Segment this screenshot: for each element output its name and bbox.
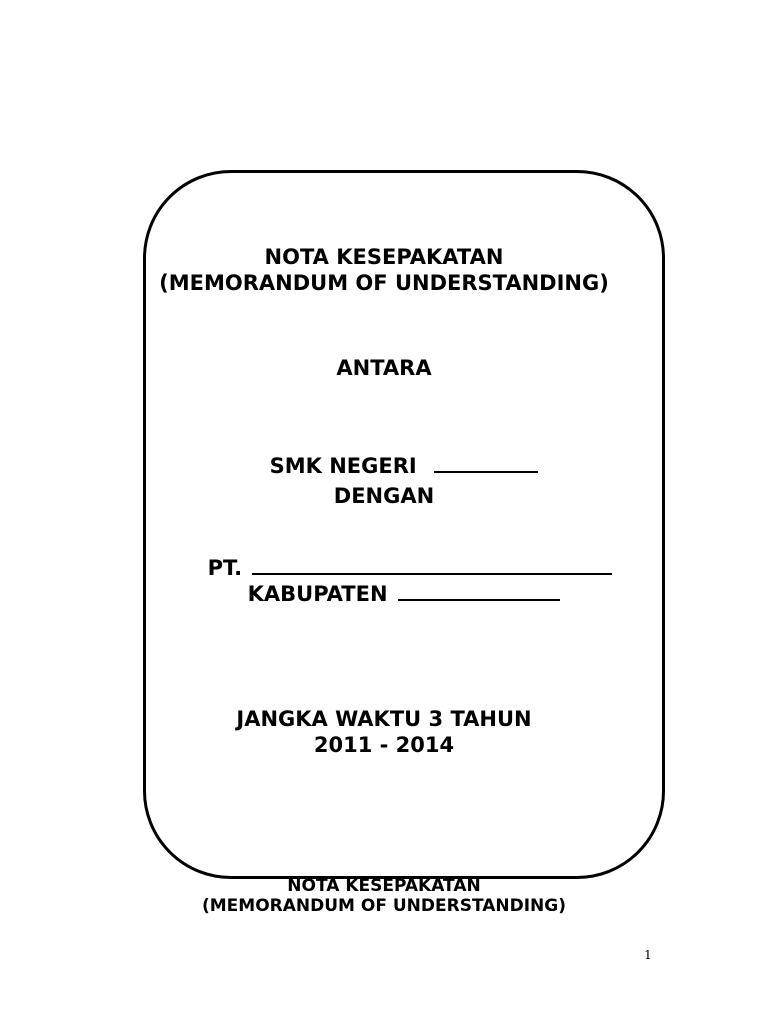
with-label: DENGAN [333, 484, 435, 508]
between-label: ANTARA [336, 356, 432, 380]
party1-label: SMK NEGERI [269, 454, 417, 478]
cover-title-line2: (MEMORANDUM OF UNDERSTANDING) [159, 271, 609, 295]
cover-title-line1: NOTA KESEPAKATAN [264, 245, 504, 269]
party1-blank [434, 470, 538, 473]
footer-title-line1: NOTA KESEPAKATAN [287, 876, 481, 896]
district-blank [398, 598, 560, 601]
party2-label: PT. [207, 556, 243, 580]
term-years: 2011 - 2014 [313, 733, 455, 757]
term-label: JANGKA WAKTU 3 TAHUN [236, 707, 532, 731]
district-line [233, 563, 560, 605]
district-label: KABUPATEN [247, 582, 388, 606]
footer-title-line2: (MEMORANDUM OF UNDERSTANDING) [201, 896, 566, 916]
page-number: 1 [644, 948, 652, 962]
party1-line [255, 435, 538, 477]
